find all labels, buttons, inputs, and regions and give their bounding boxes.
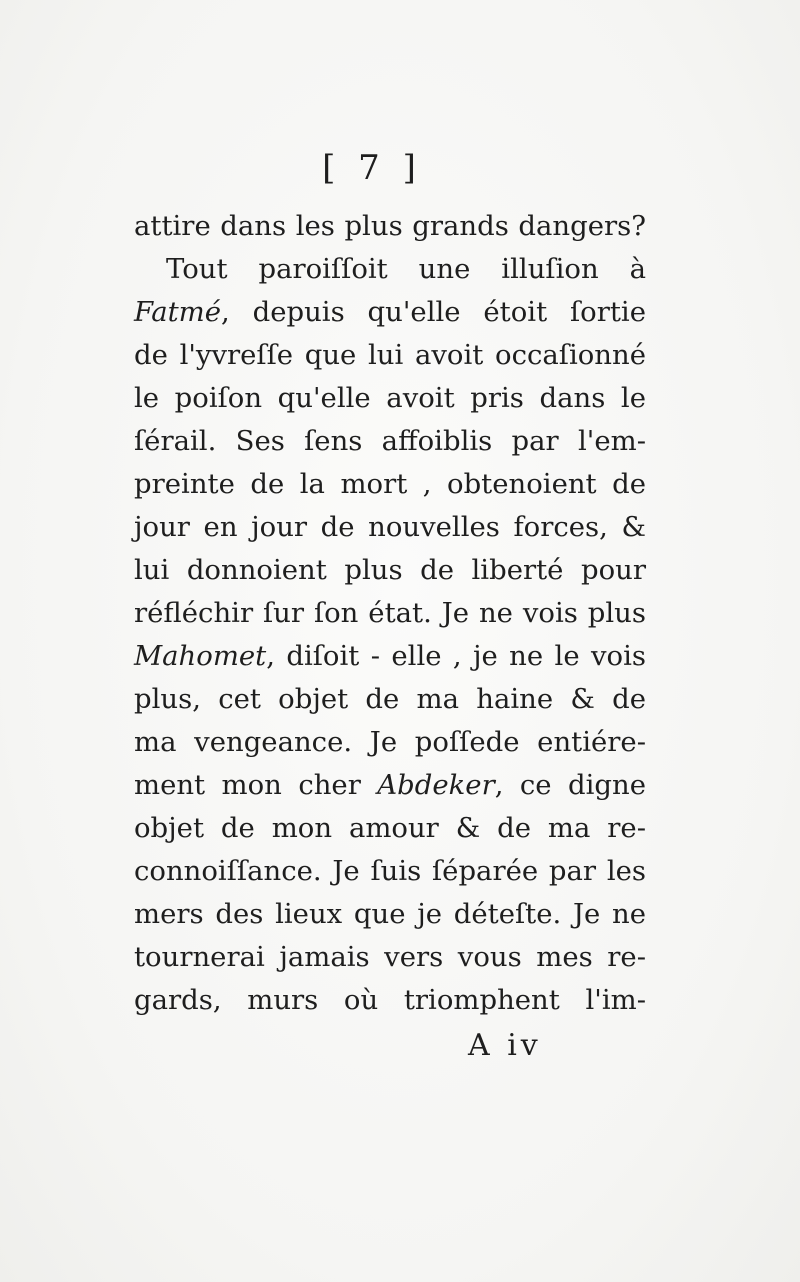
text-line — [134, 721, 646, 764]
text-line — [134, 979, 646, 1022]
signature-mark: A iv — [468, 1028, 542, 1063]
text-line — [134, 807, 646, 850]
text-segment: attire dans les plus grands dangers? — [134, 210, 646, 242]
text-segment: lui donnoient plus de liberté pour — [134, 554, 646, 586]
text-segment: ſérail. Ses ſens affoiblis par l'em- — [134, 425, 646, 457]
text-line — [134, 420, 646, 463]
text-line — [134, 205, 646, 248]
text-segment: preinte de la mort , obtenoient de — [134, 468, 646, 500]
text-line — [134, 291, 646, 334]
italic-name: Abdeker — [377, 769, 495, 801]
text-segment: ment mon cher — [134, 769, 378, 801]
text-segment: tournerai jamais vers vous mes re- — [134, 941, 646, 973]
text-segment: , ce digne — [494, 769, 647, 801]
page-number: [ 7 ] — [322, 148, 422, 188]
text-line — [134, 549, 646, 592]
text-segment: plus, cet objet de ma haine & de — [134, 683, 646, 715]
text-line — [134, 463, 646, 506]
text-line — [134, 377, 646, 420]
text-line — [134, 506, 646, 549]
text-line — [134, 764, 646, 807]
text-segment: objet de mon amour & de ma re- — [134, 812, 646, 844]
text-segment: réfléchir ſur ſon état. Je ne vois plus — [134, 597, 646, 629]
text-line — [134, 592, 646, 635]
text-line — [134, 248, 646, 291]
text-segment: ma vengeance. Je poſſede entiére- — [134, 726, 646, 758]
text-segment: mers des lieux que je déteſte. Je ne — [134, 898, 646, 930]
text-segment: le poiſon qu'elle avoit pris dans le — [134, 382, 646, 414]
text-line — [134, 893, 646, 936]
text-segment: connoiſſance. Je ſuis ſéparée par les — [134, 855, 646, 887]
italic-name: Mahomet — [134, 640, 267, 672]
text-segment: Tout paroiſſoit une illuſion à — [166, 253, 646, 285]
text-segment: jour en jour de nouvelles forces, & — [134, 511, 646, 543]
text-line — [134, 334, 646, 377]
text-segment: de l'yvreſſe que lui avoit occaſionné — [134, 339, 646, 371]
text-line — [134, 850, 646, 893]
italic-name: Fatmé — [134, 296, 222, 328]
text-segment: , diſoit - elle , je ne le vois — [266, 640, 646, 672]
text-line — [134, 678, 646, 721]
text-line — [134, 635, 646, 678]
body-text — [134, 205, 646, 1022]
text-line — [134, 936, 646, 979]
text-segment: , depuis qu'elle étoit ſortie — [221, 296, 646, 328]
text-segment: gards, murs où triomphent l'im- — [134, 984, 646, 1016]
